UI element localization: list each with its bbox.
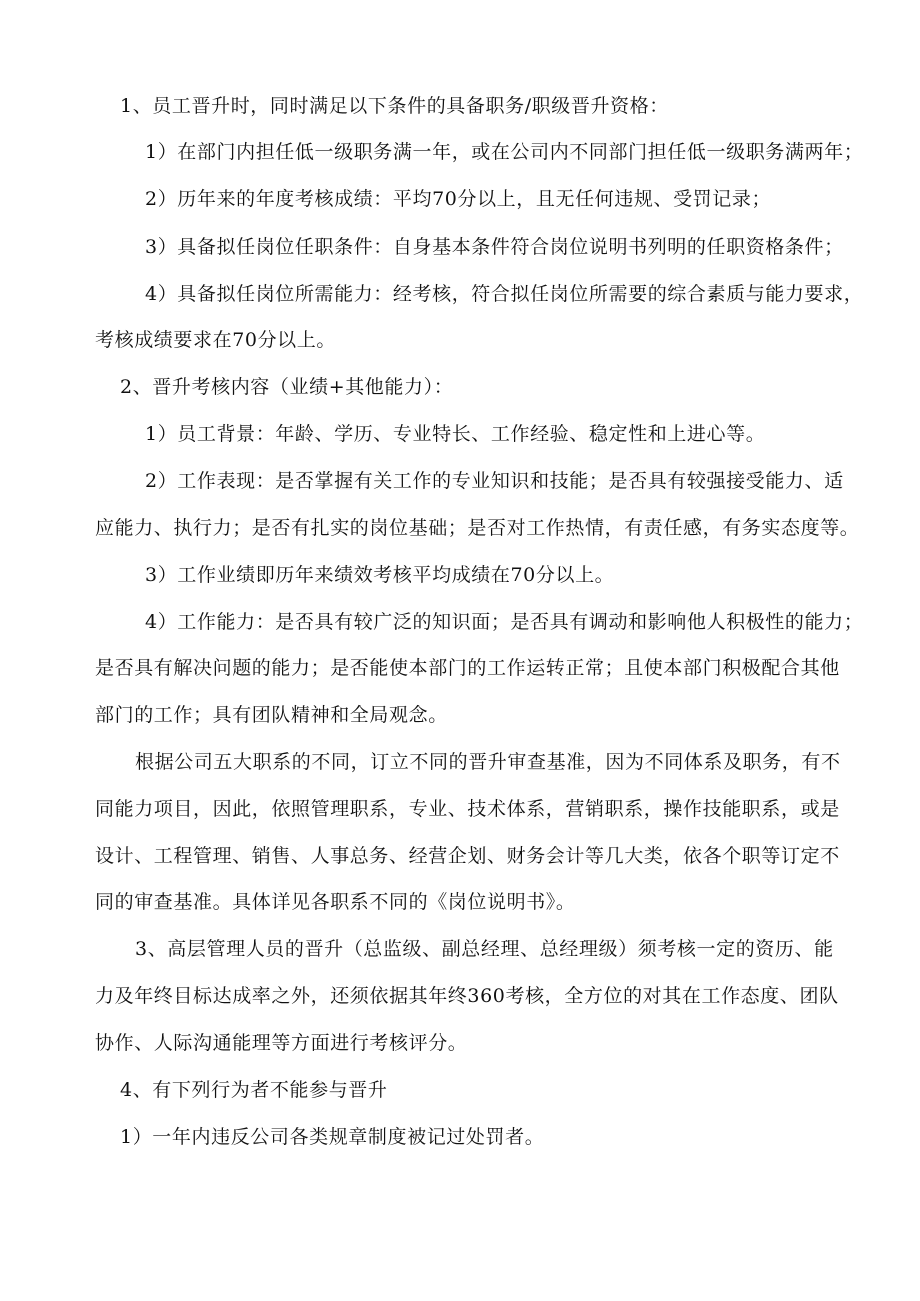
section-1-heading: 1、员工晋升时，同时满足以下条件的具备职务/职级晋升资格： bbox=[120, 95, 669, 117]
section-2-item-2-cont: 应能力、执行力；是否有扎实的岗位基础；是否对工作热情，有责任感，有务实态度等。 bbox=[95, 517, 860, 539]
review-paragraph-line-4: 同的审查基准。具体详见各职系不同的《岗位说明书》。 bbox=[95, 891, 576, 913]
section-2-item-3: 3）工作业绩即历年来绩效考核平均成绩在70分以上。 bbox=[145, 564, 615, 586]
review-paragraph-line-1: 根据公司五大职系的不同，订立不同的晋升审查基准，因为不同体系及职务，有不 bbox=[135, 751, 841, 773]
section-1-item-2: 2）历年来的年度考核成绩：平均70分以上，且无任何违规、受罚记录； bbox=[145, 188, 772, 210]
section-1-item-3: 3）具备拟任岗位任职条件：自身基本条件符合岗位说明书列明的任职资格条件； bbox=[145, 236, 844, 258]
section-2-heading: 2、晋升考核内容（业绩+其他能力）： bbox=[120, 376, 454, 398]
section-3-line-3: 协作、人际沟通能理等方面进行考核评分。 bbox=[95, 1032, 468, 1054]
review-paragraph-line-2: 同能力项目，因此，依照管理职系，专业、技术体系，营销职系，操作技能职系，或是 bbox=[95, 798, 840, 820]
review-paragraph-line-3: 设计、工程管理、销售、人事总务、经营企划、财务会计等几大类，依各个职等订定不 bbox=[95, 845, 840, 867]
section-2-item-4: 4）工作能力：是否具有较广泛的知识面；是否具有调动和影响他人积极性的能力； bbox=[145, 611, 864, 633]
section-2-item-1: 1）员工背景：年龄、学历、专业特长、工作经验、稳定性和上进心等。 bbox=[145, 423, 766, 445]
section-4-item-1: 1）一年内违反公司各类规章制度被记过处罚者。 bbox=[120, 1126, 545, 1148]
section-1-item-1: 1）在部门内担任低一级职务满一年，或在公司内不同部门担任低一级职务满两年； bbox=[145, 141, 864, 163]
section-3-line-1: 3、高层管理人员的晋升（总监级、副总经理、总经理级）须考核一定的资历、能 bbox=[135, 938, 834, 960]
section-2-item-4-cont-1: 是否具有解决问题的能力；是否能使本部门的工作运转正常；且使本部门积极配合其他 bbox=[95, 657, 840, 679]
section-1-item-4-cont: 考核成绩要求在70分以上。 bbox=[95, 329, 336, 351]
section-2-item-4-cont-2: 部门的工作；具有团队精神和全局观念。 bbox=[95, 704, 448, 726]
section-3-line-2: 力及年终目标达成率之外，还须依据其年终360考核，全方位的对其在工作态度、团队 bbox=[95, 985, 839, 1007]
section-1-item-4: 4）具备拟任岗位所需能力：经考核，符合拟任岗位所需要的综合素质与能力要求， bbox=[145, 283, 864, 305]
section-4-heading: 4、有下列行为者不能参与晋升 bbox=[120, 1079, 388, 1101]
section-2-item-2: 2）工作表现：是否掌握有关工作的专业知识和技能；是否具有较强接受能力、适 bbox=[145, 470, 844, 492]
